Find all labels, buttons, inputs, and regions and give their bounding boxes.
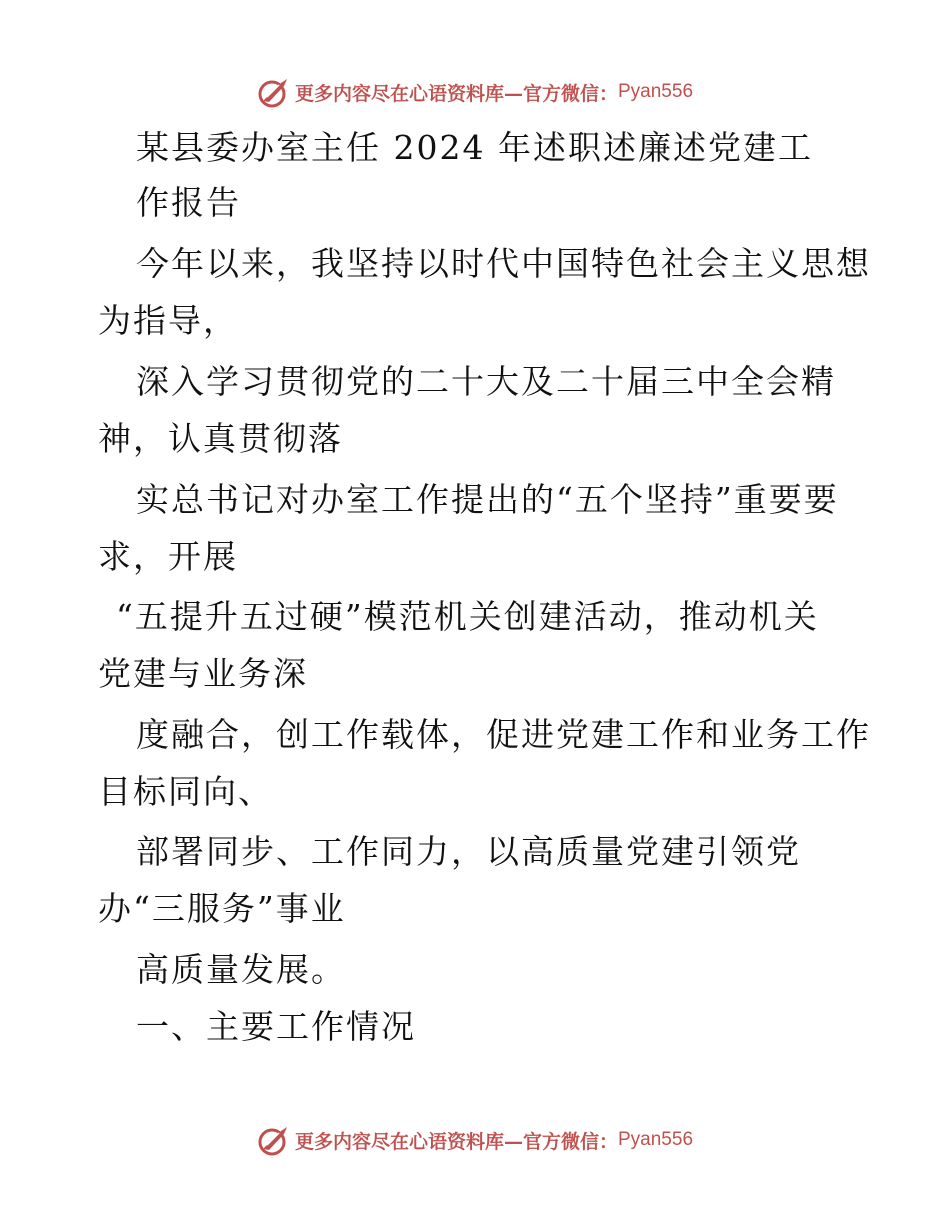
text-line: 高质量发展。: [136, 950, 346, 989]
header-watermark: [0, 72, 950, 112]
watermark-wechat-id: Pyan556: [618, 1129, 694, 1150]
text-line: 目标同向、: [98, 772, 273, 811]
text-line: 神，认真贯彻落: [98, 419, 343, 458]
text-line: 办“三服务”事业: [98, 889, 346, 928]
text-line: 某县委办室主任 2024 年述职述廉述党建工: [136, 128, 813, 167]
text-line: 求，开展: [98, 537, 238, 576]
text-line: 实总书记对办室工作提出的“五个坚持”重要要: [136, 480, 839, 519]
text-line: 度融合，创工作载体，促进党建工作和业务工作: [136, 715, 871, 754]
quill-logo-icon: [257, 1123, 291, 1157]
text-line: 深入学习贯彻党的二十大及二十届三中全会精: [136, 362, 836, 401]
section-heading: 一、主要工作情况: [136, 1007, 416, 1046]
text-line: 部署同步、工作同力，以高质量党建引领党: [136, 832, 801, 871]
text-line: “五提升五过硬”模范机关创建活动，推动机关: [116, 597, 819, 636]
text-line: 作报告: [136, 183, 241, 222]
watermark-text: 更多内容尽在心语资料库—官方微信：: [294, 82, 618, 105]
quill-logo-icon: [257, 75, 291, 109]
text-line: 今年以来，我坚持以时代中国特色社会主义思想: [136, 244, 871, 283]
watermark-text: 更多内容尽在心语资料库—官方微信：: [294, 1130, 618, 1153]
text-line: 党建与业务深: [98, 654, 308, 693]
text-line: 为指导，: [98, 301, 238, 340]
watermark-wechat-id: Pyan556: [618, 81, 694, 102]
footer-watermark: [0, 1120, 950, 1160]
